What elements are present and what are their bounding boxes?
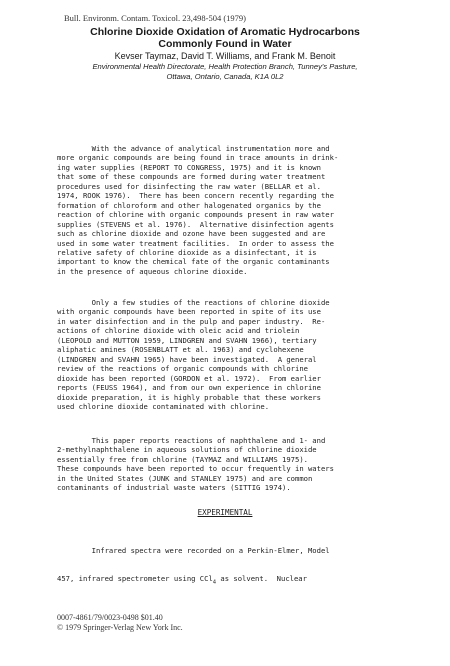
affiliation-line: Ottawa, Ontario, Canada, K1A 0L2 bbox=[166, 72, 284, 81]
affiliation bbox=[40, 62, 410, 82]
text-line: 1974, ROOK 1976). There has been concern recently regarding the bbox=[57, 191, 334, 201]
text-line: contaminants of industrial waste waters (SITTIG 1974). bbox=[57, 483, 291, 493]
text-line: relative safety of chlorine dioxide as a disinfectant, it is bbox=[57, 247, 317, 257]
text-line: used in some water treatment facilities. In order to assess the bbox=[57, 238, 334, 248]
text-line: formation of chloroform and other halogenated organics by the bbox=[57, 200, 321, 210]
paragraph-prior-studies bbox=[57, 298, 407, 411]
footer-line: 0007-4861/79/0023-0498 $01.40 bbox=[57, 613, 163, 622]
paragraph-experimental bbox=[57, 527, 407, 598]
text-line: dioxide has been reported (GORDON et al. 1972). From earlier bbox=[57, 373, 321, 383]
text-line: (LINDGREN and SVAHN 1965) have been investigated. A general bbox=[57, 354, 317, 364]
text-line: essentially free from chlorine (TAYMAZ and WILLIAMS 1975). bbox=[57, 454, 308, 464]
text-line: procedures used for disinfecting the raw water (BELLAR et al. bbox=[57, 181, 321, 191]
title-line: Commonly Found in Water bbox=[158, 38, 292, 50]
text-line: in the United States (JUNK and STANLEY 1975) and are common bbox=[57, 473, 313, 483]
copyright-footer bbox=[57, 613, 183, 633]
text-line: in the presence of aqueous chlorine dioxide. bbox=[57, 266, 248, 276]
text-line: that some of these compounds are formed during water treatment bbox=[57, 172, 326, 182]
text-line: used chlorine dioxide contaminated with chlorine. bbox=[57, 401, 270, 411]
text-line: Infrared spectra were recorded on a Perkin-Elmer, Model bbox=[57, 545, 330, 555]
section-heading-experimental: EXPERIMENTAL bbox=[197, 508, 253, 517]
article-title bbox=[40, 26, 410, 50]
text-line bbox=[57, 574, 407, 588]
text-fragment: as solvent. Nuclear bbox=[216, 574, 307, 584]
text-line: This paper reports reactions of naphthalene and 1- and bbox=[57, 436, 326, 445]
text-fragment: 457, infrared spectrometer using CCl bbox=[57, 574, 213, 584]
author-list: Kevser Taymaz, David T. Williams, and Frank M. Benoit bbox=[114, 51, 336, 61]
text-line: With the advance of analytical instrumentation more and bbox=[57, 144, 330, 153]
text-line: in water disinfection and in the pulp and paper industry. Re- bbox=[57, 316, 326, 326]
text-line: review of the reactions of organic compounds with chlorine bbox=[57, 364, 308, 374]
text-line: important to know the chemical fate of the organic contaminants bbox=[57, 257, 330, 267]
text-line: Only a few studies of the reactions of chlorine dioxide bbox=[57, 298, 330, 307]
text-line: with organic compounds have been reported in spite of its use bbox=[57, 307, 321, 317]
text-line: such as chlorine dioxide and ozone have been suggested and are bbox=[57, 229, 326, 239]
footer-line: © 1979 Springer-Verlag New York Inc. bbox=[57, 623, 183, 632]
paragraph-this-paper bbox=[57, 436, 407, 493]
text-line: reports (FEUSS 1964), and from our own experience in chlorine bbox=[57, 383, 321, 393]
text-line: aliphatic amines (ROSENBLATT et al. 1963) and cyclohexene bbox=[57, 345, 304, 355]
text-line: 2-methylnaphthalene in aqueous solutions of chlorine dioxide bbox=[57, 445, 317, 455]
title-line: Chlorine Dioxide Oxidation of Aromatic Hydrocarbons bbox=[90, 26, 360, 38]
text-line: more organic compounds are being found in trace amounts in drink- bbox=[57, 153, 339, 163]
journal-citation: Bull. Environm. Contam. Toxicol. 23,498-504 (1979) bbox=[64, 13, 246, 23]
text-line: These compounds have been reported to occur frequently in waters bbox=[57, 464, 334, 474]
text-line: (LEOPOLD and MUTTON 1959, LINDGREN and SVAHN 1966), tertiary bbox=[57, 335, 317, 345]
text-line: dioxide preparation, it is highly probable that these workers bbox=[57, 392, 321, 402]
text-line: actions of chlorine dioxide with oleic acid and triolein bbox=[57, 326, 300, 336]
paragraph-intro bbox=[57, 144, 407, 276]
affiliation-line: Environmental Health Directorate, Health Protection Branch, Tunney's Pasture, bbox=[92, 62, 358, 71]
text-line: reaction of chlorine with organic compounds present in raw water bbox=[57, 210, 334, 220]
text-line: supplies (STEVENS et al. 1976). Alternative disinfection agents bbox=[57, 219, 334, 229]
text-line: ing water supplies (REPORT TO CONGRESS, 1975) and it is known bbox=[57, 162, 321, 172]
subscript: 4 bbox=[212, 579, 217, 586]
